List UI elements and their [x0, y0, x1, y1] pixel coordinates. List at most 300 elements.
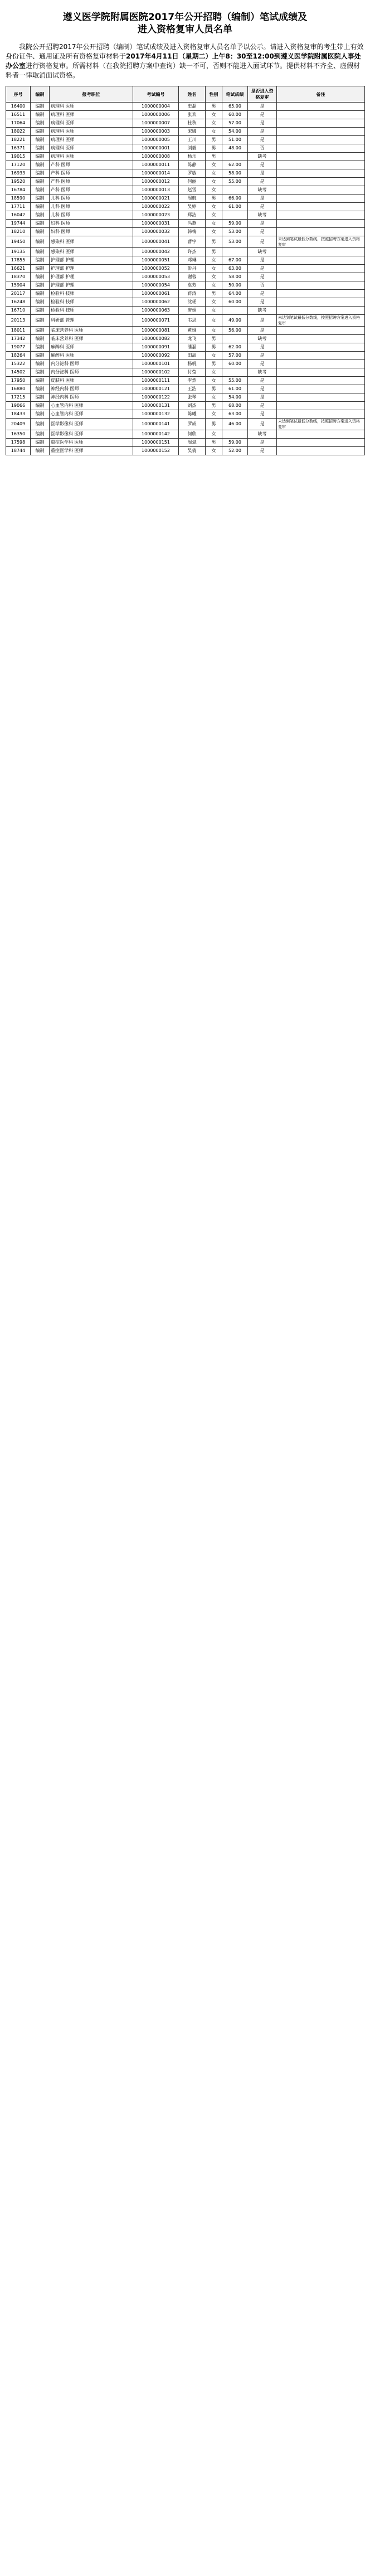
cell-name: 王川	[179, 136, 206, 144]
table-row	[6, 256, 365, 265]
table-row	[6, 248, 365, 256]
cell-sex: 男	[206, 385, 222, 393]
table-row	[6, 410, 365, 419]
header-remark: 备注	[277, 86, 365, 103]
cell-sex: 女	[206, 256, 222, 265]
cell-name: 刘杰	[179, 402, 206, 410]
cell-exam-number: 1000000092	[133, 352, 179, 360]
cell-sex: 女	[206, 111, 222, 119]
cell-sex: 男	[206, 402, 222, 410]
cell-sex: 女	[206, 281, 222, 290]
cell-no: 18221	[6, 136, 31, 144]
cell-remark	[277, 410, 365, 419]
cell-score	[222, 186, 248, 195]
cell-review: 是	[248, 161, 277, 169]
cell-sex: 女	[206, 178, 222, 186]
cell-remark	[277, 136, 365, 144]
cell-position: 心血管内科 医师	[50, 402, 133, 410]
cell-type: 编制	[31, 352, 50, 360]
header-position: 报考职位	[50, 86, 133, 103]
cell-exam-number: 1000000023	[133, 211, 179, 220]
cell-remark	[277, 447, 365, 455]
cell-type: 编制	[31, 119, 50, 128]
cell-position: 儿科 医师	[50, 211, 133, 220]
table-row	[6, 128, 365, 136]
cell-review: 是	[248, 236, 277, 248]
cell-score: 62.00	[222, 343, 248, 352]
cell-review: 否	[248, 144, 277, 153]
cell-exam-number: 1000000091	[133, 343, 179, 352]
cell-remark	[277, 360, 365, 368]
table-row	[6, 228, 365, 236]
cell-type: 编制	[31, 111, 50, 119]
cell-no: 15904	[6, 281, 31, 290]
cell-type: 编制	[31, 393, 50, 402]
cell-review: 是	[248, 128, 277, 136]
cell-type: 编制	[31, 281, 50, 290]
cell-remark	[277, 220, 365, 228]
cell-remark	[277, 273, 365, 281]
cell-type: 编制	[31, 377, 50, 385]
cell-score: 62.00	[222, 161, 248, 169]
cell-exam-number: 1000000005	[133, 136, 179, 144]
cell-sex: 女	[206, 220, 222, 228]
cell-review: 是	[248, 393, 277, 402]
cell-remark	[277, 385, 365, 393]
cell-exam-number: 1000000021	[133, 195, 179, 203]
cell-name: 潘磊	[179, 343, 206, 352]
cell-score	[222, 335, 248, 343]
table-row	[6, 153, 365, 161]
cell-review: 否	[248, 281, 277, 290]
cell-exam-number: 1000000063	[133, 307, 179, 315]
cell-remark	[277, 178, 365, 186]
cell-exam-number: 1000000052	[133, 265, 179, 273]
cell-position: 神经内科 医师	[50, 393, 133, 402]
cell-remark	[277, 335, 365, 343]
cell-no: 18210	[6, 228, 31, 236]
cell-review: 是	[248, 343, 277, 352]
cell-remark: 未达到笔试最低分数线，按照招聘方案进入资格复审	[277, 419, 365, 430]
cell-remark	[277, 161, 365, 169]
cell-score: 60.00	[222, 360, 248, 368]
cell-remark	[277, 307, 365, 315]
table-row	[6, 195, 365, 203]
intro-bold-text: 2017年4月11日（星期二）上午8：30至12:00到遵义医学院附属医院人事处办公室	[6, 52, 361, 70]
cell-exam-number: 1000000011	[133, 161, 179, 169]
cell-type: 编制	[31, 335, 50, 343]
cell-no: 17711	[6, 203, 31, 211]
cell-name: 张琴	[179, 393, 206, 402]
cell-position: 病理科 医师	[50, 103, 133, 111]
cell-exam-number: 1000000131	[133, 402, 179, 410]
cell-remark	[277, 203, 365, 211]
cell-score: 58.00	[222, 273, 248, 281]
cell-name: 刘毅	[179, 144, 206, 153]
cell-exam-number: 1000000001	[133, 144, 179, 153]
cell-exam-number: 1000000152	[133, 447, 179, 455]
cell-type: 编制	[31, 360, 50, 368]
cell-score: 52.00	[222, 447, 248, 455]
cell-exam-number: 1000000051	[133, 256, 179, 265]
cell-no: 20409	[6, 419, 31, 430]
cell-remark	[277, 327, 365, 335]
cell-name: 谢蓉	[179, 273, 206, 281]
cell-position: 临床营养科 医师	[50, 335, 133, 343]
cell-exam-number: 1000000101	[133, 360, 179, 368]
cell-review: 是	[248, 178, 277, 186]
table-row	[6, 161, 365, 169]
cell-no: 16350	[6, 430, 31, 439]
cell-name: 杜秋	[179, 119, 206, 128]
cell-sex: 男	[206, 153, 222, 161]
cell-no: 19077	[6, 343, 31, 352]
cell-remark	[277, 119, 365, 128]
cell-position: 病理科 医师	[50, 136, 133, 144]
header-exam-number: 考试编号	[133, 86, 179, 103]
cell-position: 产科 医师	[50, 186, 133, 195]
cell-type: 编制	[31, 307, 50, 315]
table-row	[6, 220, 365, 228]
cell-type: 编制	[31, 128, 50, 136]
cell-sex: 女	[206, 169, 222, 178]
cell-sex: 女	[206, 410, 222, 419]
cell-sex: 女	[206, 265, 222, 273]
cell-score: 48.00	[222, 144, 248, 153]
title-line-2: 进入资格复审人员名单	[138, 24, 232, 35]
cell-exam-number: 1000000081	[133, 327, 179, 335]
cell-remark	[277, 169, 365, 178]
cell-type: 编制	[31, 402, 50, 410]
cell-name: 罗成	[179, 419, 206, 430]
cell-exam-number: 1000000141	[133, 419, 179, 430]
table-row	[6, 178, 365, 186]
table-row	[6, 111, 365, 119]
cell-position: 重症医学科 医师	[50, 447, 133, 455]
cell-remark	[277, 439, 365, 447]
cell-no: 19450	[6, 236, 31, 248]
cell-name: 韩梅	[179, 228, 206, 236]
cell-no: 18744	[6, 447, 31, 455]
cell-no: 16400	[6, 103, 31, 111]
cell-remark	[277, 430, 365, 439]
cell-sex: 女	[206, 327, 222, 335]
cell-remark	[277, 153, 365, 161]
cell-remark	[277, 211, 365, 220]
cell-exam-number: 1000000031	[133, 220, 179, 228]
cell-position: 妇科 医师	[50, 228, 133, 236]
cell-remark	[277, 256, 365, 265]
cell-review: 是	[248, 136, 277, 144]
cell-no: 20117	[6, 290, 31, 298]
cell-type: 编制	[31, 248, 50, 256]
cell-score: 53.00	[222, 236, 248, 248]
cell-review: 缺考	[248, 211, 277, 220]
cell-exam-number: 1000000111	[133, 377, 179, 385]
cell-sex: 女	[206, 211, 222, 220]
cell-position: 病理科 医师	[50, 128, 133, 136]
table-row	[6, 290, 365, 298]
cell-review: 是	[248, 327, 277, 335]
cell-no: 18011	[6, 327, 31, 335]
cell-name: 吴婷	[179, 203, 206, 211]
cell-position: 科研部 管理	[50, 315, 133, 327]
cell-review: 是	[248, 315, 277, 327]
header-name: 姓名	[179, 86, 206, 103]
cell-name: 唐娟	[179, 307, 206, 315]
cell-review: 缺考	[248, 430, 277, 439]
cell-name: 张欢	[179, 111, 206, 119]
cell-remark	[277, 281, 365, 290]
cell-remark	[277, 186, 365, 195]
table-row	[6, 447, 365, 455]
cell-remark	[277, 111, 365, 119]
cell-score	[222, 430, 248, 439]
cell-exam-number: 1000000122	[133, 393, 179, 402]
cell-score	[222, 368, 248, 377]
cell-name: 宋娜	[179, 128, 206, 136]
cell-name: 曹宇	[179, 236, 206, 248]
cell-no: 18370	[6, 273, 31, 281]
cell-score	[222, 248, 248, 256]
cell-type: 编制	[31, 315, 50, 327]
cell-no: 16621	[6, 265, 31, 273]
cell-position: 护理部 护理	[50, 281, 133, 290]
table-row	[6, 298, 365, 307]
cell-no: 16511	[6, 111, 31, 119]
intro-text-1: 我院公开招聘2017年公开招聘（编制）笔试成绩及进入资格复审人员名单予以公示。请进入资格复审的考生带上有效身份证件、通用证及所有资格复审材料于	[6, 43, 364, 60]
cell-score: 66.00	[222, 195, 248, 203]
cell-score: 64.00	[222, 290, 248, 298]
cell-review: 缺考	[248, 153, 277, 161]
cell-exam-number: 1000000013	[133, 186, 179, 195]
cell-exam-number: 1000000061	[133, 290, 179, 298]
cell-sex: 男	[206, 248, 222, 256]
cell-position: 感染科 医师	[50, 248, 133, 256]
table-row	[6, 265, 365, 273]
cell-sex: 女	[206, 377, 222, 385]
cell-name: 何欣	[179, 430, 206, 439]
table-row	[6, 360, 365, 368]
cell-review: 是	[248, 256, 277, 265]
cell-no: 16784	[6, 186, 31, 195]
cell-remark	[277, 248, 365, 256]
cell-name: 罗敏	[179, 169, 206, 178]
cell-type: 编制	[31, 144, 50, 153]
cell-position: 儿科 医师	[50, 195, 133, 203]
cell-position: 检验科 技师	[50, 307, 133, 315]
cell-position: 产科 医师	[50, 161, 133, 169]
cell-remark	[277, 265, 365, 273]
cell-sex: 男	[206, 419, 222, 430]
cell-no: 18590	[6, 195, 31, 203]
cell-no: 17950	[6, 377, 31, 385]
cell-type: 编制	[31, 195, 50, 203]
cell-review: 是	[248, 203, 277, 211]
cell-type: 编制	[31, 203, 50, 211]
table-row	[6, 136, 365, 144]
cell-no: 16248	[6, 298, 31, 307]
cell-review: 是	[248, 220, 277, 228]
cell-type: 编制	[31, 169, 50, 178]
cell-position: 临床营养科 医师	[50, 327, 133, 335]
cell-name: 杨乐	[179, 153, 206, 161]
cell-type: 编制	[31, 273, 50, 281]
cell-sex: 女	[206, 273, 222, 281]
cell-position: 产科 医师	[50, 169, 133, 178]
cell-sex: 女	[206, 307, 222, 315]
cell-review: 是	[248, 419, 277, 430]
cell-review: 是	[248, 410, 277, 419]
cell-no: 20113	[6, 315, 31, 327]
cell-remark	[277, 343, 365, 352]
cell-sex: 男	[206, 195, 222, 203]
cell-exam-number: 1000000132	[133, 410, 179, 419]
cell-sex: 女	[206, 119, 222, 128]
header-review: 是否进入资格复审	[248, 86, 277, 103]
cell-exam-number: 1000000042	[133, 248, 179, 256]
cell-review: 缺考	[248, 186, 277, 195]
cell-exam-number: 1000000121	[133, 385, 179, 393]
table-row	[6, 343, 365, 352]
cell-exam-number: 1000000082	[133, 335, 179, 343]
cell-score: 57.00	[222, 119, 248, 128]
table-row	[6, 169, 365, 178]
cell-name: 周斌	[179, 439, 206, 447]
cell-name: 王浩	[179, 385, 206, 393]
cell-name: 田甜	[179, 352, 206, 360]
table-header-row	[6, 86, 365, 103]
table-row	[6, 315, 365, 327]
cell-no: 16371	[6, 144, 31, 153]
cell-name: 杨帆	[179, 360, 206, 368]
header-score: 笔试成绩	[222, 86, 248, 103]
cell-no: 19015	[6, 153, 31, 161]
cell-review: 是	[248, 377, 277, 385]
cell-type: 编制	[31, 153, 50, 161]
cell-name: 陈静	[179, 161, 206, 169]
cell-score: 54.00	[222, 128, 248, 136]
cell-no: 16933	[6, 169, 31, 178]
cell-sex: 男	[206, 144, 222, 153]
cell-score: 67.00	[222, 256, 248, 265]
cell-name: 赵雪	[179, 186, 206, 195]
table-row	[6, 430, 365, 439]
cell-no: 17855	[6, 256, 31, 265]
cell-type: 编制	[31, 228, 50, 236]
cell-score: 46.00	[222, 419, 248, 430]
cell-score: 57.00	[222, 352, 248, 360]
cell-score: 59.00	[222, 220, 248, 228]
cell-score: 63.00	[222, 265, 248, 273]
cell-remark	[277, 228, 365, 236]
cell-score: 58.00	[222, 169, 248, 178]
cell-exam-number: 1000000003	[133, 128, 179, 136]
cell-position: 重症医学科 医师	[50, 439, 133, 447]
cell-position: 病理科 医师	[50, 144, 133, 153]
cell-review: 是	[248, 447, 277, 455]
cell-position: 产科 医师	[50, 178, 133, 186]
cell-review: 是	[248, 169, 277, 178]
cell-position: 内分泌科 医师	[50, 368, 133, 377]
cell-review: 是	[248, 103, 277, 111]
cell-position: 神经内科 医师	[50, 385, 133, 393]
cell-type: 编制	[31, 419, 50, 430]
cell-type: 编制	[31, 290, 50, 298]
cell-sex: 女	[206, 315, 222, 327]
cell-review: 是	[248, 265, 277, 273]
table-row	[6, 385, 365, 393]
header-no: 序号	[6, 86, 31, 103]
cell-type: 编制	[31, 178, 50, 186]
cell-score: 54.00	[222, 393, 248, 402]
cell-name: 史磊	[179, 103, 206, 111]
cell-name: 陈曦	[179, 410, 206, 419]
table-row	[6, 281, 365, 290]
cell-score: 68.00	[222, 402, 248, 410]
cell-position: 医学影像科 医师	[50, 430, 133, 439]
cell-name: 冯燕	[179, 220, 206, 228]
cell-score: 60.00	[222, 111, 248, 119]
cell-score: 63.00	[222, 410, 248, 419]
cell-position: 检验科 技师	[50, 298, 133, 307]
cell-exam-number: 1000000006	[133, 111, 179, 119]
cell-no: 18433	[6, 410, 31, 419]
cell-sex: 女	[206, 393, 222, 402]
cell-type: 编制	[31, 368, 50, 377]
table-row	[6, 327, 365, 335]
cell-no: 17120	[6, 161, 31, 169]
cell-position: 护理部 护理	[50, 265, 133, 273]
table-row	[6, 307, 365, 315]
cell-remark	[277, 368, 365, 377]
cell-position: 心血管内科 医师	[50, 410, 133, 419]
cell-sex: 女	[206, 228, 222, 236]
cell-name: 袁芳	[179, 281, 206, 290]
cell-type: 编制	[31, 430, 50, 439]
cell-score: 49.00	[222, 315, 248, 327]
cell-sex: 男	[206, 290, 222, 298]
title-line-1: 遵义医学院附属医院2017年公开招聘（编制）笔试成绩及	[62, 12, 308, 23]
cell-type: 编制	[31, 385, 50, 393]
cell-review: 是	[248, 402, 277, 410]
cell-position: 病理科 医师	[50, 111, 133, 119]
cell-review: 是	[248, 111, 277, 119]
cell-review: 缺考	[248, 307, 277, 315]
cell-no: 16880	[6, 385, 31, 393]
table-row	[6, 419, 365, 430]
cell-type: 编制	[31, 161, 50, 169]
cell-type: 编制	[31, 256, 50, 265]
cell-name: 李然	[179, 377, 206, 385]
cell-no: 17342	[6, 335, 31, 343]
table-row	[6, 236, 365, 248]
cell-review: 缺考	[248, 248, 277, 256]
document-title	[6, 11, 364, 36]
cell-position: 医学影像科 医师	[50, 419, 133, 430]
cell-sex: 男	[206, 103, 222, 111]
cell-no: 16042	[6, 211, 31, 220]
cell-remark	[277, 103, 365, 111]
cell-type: 编制	[31, 327, 50, 335]
cell-exam-number: 1000000041	[133, 236, 179, 248]
cell-no: 19135	[6, 248, 31, 256]
cell-review: 是	[248, 352, 277, 360]
cell-score: 55.00	[222, 178, 248, 186]
cell-sex: 男	[206, 335, 222, 343]
document-page	[0, 0, 370, 472]
cell-sex: 男	[206, 439, 222, 447]
